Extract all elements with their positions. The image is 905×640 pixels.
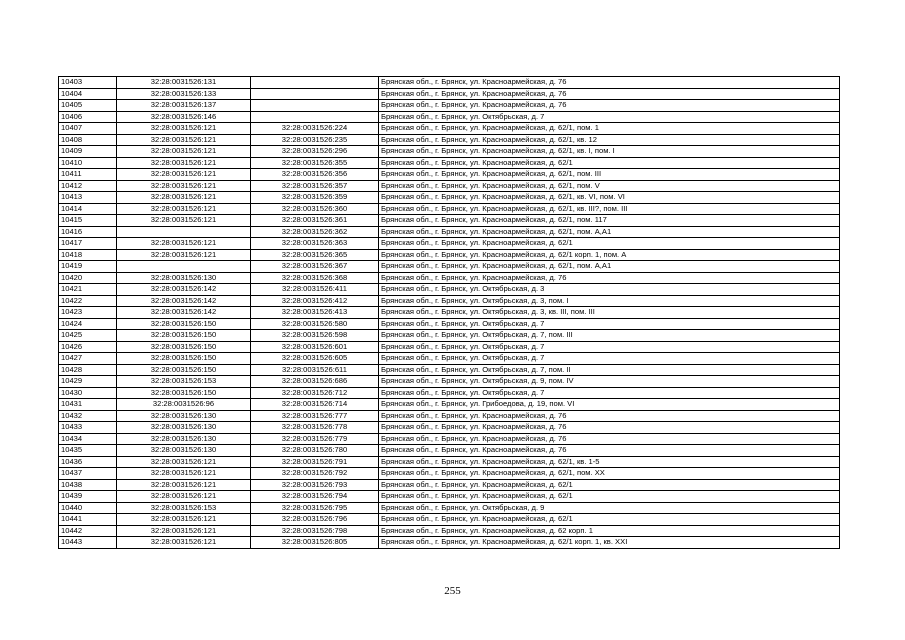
address-cell: Брянская обл., г. Брянск, ул. Красноармейская, д. 76 xyxy=(379,422,840,434)
parcel-cadastral-number-cell: 32:28:0031526:130 xyxy=(117,410,251,422)
address-cell: Брянская обл., г. Брянск, ул. Красноармейская, д. 62/1, пом. XX xyxy=(379,468,840,480)
address-cell: Брянская обл., г. Брянск, ул. Красноармейская, д. 62/1, кв. III?, пом. III xyxy=(379,203,840,215)
parcel-cadastral-number-cell xyxy=(117,261,251,273)
parcel-cadastral-number-cell: 32:28:0031526:121 xyxy=(117,180,251,192)
parcel-cadastral-number-cell: 32:28:0031526:96 xyxy=(117,399,251,411)
parcel-cadastral-number-cell: 32:28:0031526:142 xyxy=(117,307,251,319)
parcel-cadastral-number-cell: 32:28:0031526:150 xyxy=(117,353,251,365)
address-cell: Брянская обл., г. Брянск, ул. Красноармейская, д. 76 xyxy=(379,77,840,89)
row-number-cell: 10443 xyxy=(59,537,117,549)
table-row xyxy=(59,192,840,204)
parcel-cadastral-number-cell: 32:28:0031526:142 xyxy=(117,295,251,307)
row-number-cell: 10441 xyxy=(59,514,117,526)
address-cell: Брянская обл., г. Брянск, ул. Красноармейская, д. 62 корп. 1 xyxy=(379,525,840,537)
parcel-cadastral-number-cell: 32:28:0031526:121 xyxy=(117,514,251,526)
object-cadastral-number-cell: 32:28:0031526:360 xyxy=(251,203,379,215)
object-cadastral-number-cell: 32:28:0031526:796 xyxy=(251,514,379,526)
address-cell: Брянская обл., г. Брянск, ул. Красноармейская, д. 62/1 xyxy=(379,238,840,250)
table-row xyxy=(59,353,840,365)
object-cadastral-number-cell: 32:28:0031526:712 xyxy=(251,387,379,399)
object-cadastral-number-cell: 32:28:0031526:805 xyxy=(251,537,379,549)
address-cell: Брянская обл., г. Брянск, ул. Красноармейская, д. 62/1 корп. 1, кв. XXI xyxy=(379,537,840,549)
table-row xyxy=(59,295,840,307)
address-cell: Брянская обл., г. Брянск, ул. Красноармейская, д. 62/1, пом. III xyxy=(379,169,840,181)
table-row xyxy=(59,479,840,491)
page-number: 255 xyxy=(444,585,461,597)
object-cadastral-number-cell: 32:28:0031526:361 xyxy=(251,215,379,227)
table-row xyxy=(59,157,840,169)
address-cell: Брянская обл., г. Брянск, ул. Октябрьская, д. 7 xyxy=(379,353,840,365)
row-number-cell: 10436 xyxy=(59,456,117,468)
object-cadastral-number-cell: 32:28:0031526:686 xyxy=(251,376,379,388)
parcel-cadastral-number-cell: 32:28:0031526:142 xyxy=(117,284,251,296)
row-number-cell: 10431 xyxy=(59,399,117,411)
object-cadastral-number-cell: 32:28:0031526:224 xyxy=(251,123,379,135)
address-cell: Брянская обл., г. Брянск, ул. Грибоедова, д. 19, пом. VI xyxy=(379,399,840,411)
table-row xyxy=(59,387,840,399)
object-cadastral-number-cell: 32:28:0031526:714 xyxy=(251,399,379,411)
row-number-cell: 10429 xyxy=(59,376,117,388)
parcel-cadastral-number-cell: 32:28:0031526:131 xyxy=(117,77,251,89)
parcel-cadastral-number-cell: 32:28:0031526:150 xyxy=(117,341,251,353)
row-number-cell: 10408 xyxy=(59,134,117,146)
row-number-cell: 10415 xyxy=(59,215,117,227)
address-cell: Брянская обл., г. Брянск, ул. Октябрьская, д. 3 xyxy=(379,284,840,296)
object-cadastral-number-cell: 32:28:0031526:235 xyxy=(251,134,379,146)
table-row xyxy=(59,445,840,457)
parcel-cadastral-number-cell: 32:28:0031526:121 xyxy=(117,491,251,503)
object-cadastral-number-cell: 32:28:0031526:355 xyxy=(251,157,379,169)
table-row xyxy=(59,169,840,181)
parcel-cadastral-number-cell: 32:28:0031526:121 xyxy=(117,123,251,135)
address-cell: Брянская обл., г. Брянск, ул. Красноармейская, д. 76 xyxy=(379,410,840,422)
parcel-cadastral-number-cell: 32:28:0031526:121 xyxy=(117,215,251,227)
row-number-cell: 10422 xyxy=(59,295,117,307)
object-cadastral-number-cell: 32:28:0031526:368 xyxy=(251,272,379,284)
address-cell: Брянская обл., г. Брянск, ул. Октябрьская, д. 7 xyxy=(379,111,840,123)
row-number-cell: 10403 xyxy=(59,77,117,89)
address-cell: Брянская обл., г. Брянск, ул. Октябрьская, д. 3, кв. III, пом. III xyxy=(379,307,840,319)
row-number-cell: 10437 xyxy=(59,468,117,480)
parcel-cadastral-number-cell: 32:28:0031526:150 xyxy=(117,387,251,399)
parcel-cadastral-number-cell: 32:28:0031526:130 xyxy=(117,433,251,445)
parcel-cadastral-number-cell: 32:28:0031526:121 xyxy=(117,249,251,261)
row-number-cell: 10416 xyxy=(59,226,117,238)
table-row xyxy=(59,134,840,146)
table-row xyxy=(59,525,840,537)
object-cadastral-number-cell: 32:28:0031526:411 xyxy=(251,284,379,296)
row-number-cell: 10405 xyxy=(59,100,117,112)
parcel-cadastral-number-cell: 32:28:0031526:130 xyxy=(117,445,251,457)
table-row xyxy=(59,123,840,135)
row-number-cell: 10440 xyxy=(59,502,117,514)
parcel-cadastral-number-cell: 32:28:0031526:153 xyxy=(117,502,251,514)
table-row xyxy=(59,284,840,296)
object-cadastral-number-cell: 32:28:0031526:357 xyxy=(251,180,379,192)
object-cadastral-number-cell: 32:28:0031526:359 xyxy=(251,192,379,204)
table-row xyxy=(59,456,840,468)
table-row xyxy=(59,100,840,112)
parcel-cadastral-number-cell: 32:28:0031526:153 xyxy=(117,376,251,388)
table-row xyxy=(59,468,840,480)
row-number-cell: 10438 xyxy=(59,479,117,491)
address-cell: Брянская обл., г. Брянск, ул. Красноармейская, д. 62/1 xyxy=(379,479,840,491)
address-cell: Брянская обл., г. Брянск, ул. Октябрьская, д. 7 xyxy=(379,318,840,330)
address-cell: Брянская обл., г. Брянск, ул. Октябрьская, д. 7, пом. II xyxy=(379,364,840,376)
address-cell: Брянская обл., г. Брянск, ул. Красноармейская, д. 62/1, кв. 12 xyxy=(379,134,840,146)
row-number-cell: 10418 xyxy=(59,249,117,261)
address-cell: Брянская обл., г. Брянск, ул. Красноармейская, д. 76 xyxy=(379,272,840,284)
row-number-cell: 10430 xyxy=(59,387,117,399)
parcel-cadastral-number-cell: 32:28:0031526:121 xyxy=(117,192,251,204)
parcel-cadastral-number-cell: 32:28:0031526:121 xyxy=(117,134,251,146)
object-cadastral-number-cell: 32:28:0031526:793 xyxy=(251,479,379,491)
parcel-cadastral-number-cell: 32:28:0031526:137 xyxy=(117,100,251,112)
object-cadastral-number-cell: 32:28:0031526:605 xyxy=(251,353,379,365)
address-cell: Брянская обл., г. Брянск, ул. Красноармейская, д. 76 xyxy=(379,88,840,100)
row-number-cell: 10404 xyxy=(59,88,117,100)
table-row xyxy=(59,376,840,388)
address-cell: Брянская обл., г. Брянск, ул. Октябрьская, д. 9 xyxy=(379,502,840,514)
parcel-cadastral-number-cell: 32:28:0031526:133 xyxy=(117,88,251,100)
object-cadastral-number-cell: 32:28:0031526:356 xyxy=(251,169,379,181)
row-number-cell: 10428 xyxy=(59,364,117,376)
table-row xyxy=(59,88,840,100)
row-number-cell: 10425 xyxy=(59,330,117,342)
object-cadastral-number-cell: 32:28:0031526:412 xyxy=(251,295,379,307)
row-number-cell: 10409 xyxy=(59,146,117,158)
object-cadastral-number-cell xyxy=(251,77,379,89)
row-number-cell: 10432 xyxy=(59,410,117,422)
table-row xyxy=(59,330,840,342)
address-cell: Брянская обл., г. Брянск, ул. Красноармейская, д. 62/1 корп. 1, пом. А xyxy=(379,249,840,261)
parcel-cadastral-number-cell: 32:28:0031526:121 xyxy=(117,238,251,250)
table-row xyxy=(59,537,840,549)
parcel-cadastral-number-cell: 32:28:0031526:121 xyxy=(117,157,251,169)
table-row xyxy=(59,502,840,514)
table-row xyxy=(59,77,840,89)
row-number-cell: 10414 xyxy=(59,203,117,215)
address-cell: Брянская обл., г. Брянск, ул. Красноармейская, д. 62/1 xyxy=(379,491,840,503)
address-cell: Брянская обл., г. Брянск, ул. Красноармейская, д. 62/1, кв. 1-5 xyxy=(379,456,840,468)
table-row xyxy=(59,226,840,238)
object-cadastral-number-cell: 32:28:0031526:611 xyxy=(251,364,379,376)
row-number-cell: 10413 xyxy=(59,192,117,204)
address-cell: Брянская обл., г. Брянск, ул. Октябрьская, д. 7 xyxy=(379,341,840,353)
parcel-cadastral-number-cell: 32:28:0031526:130 xyxy=(117,272,251,284)
address-cell: Брянская обл., г. Брянск, ул. Красноармейская, д. 62/1 xyxy=(379,514,840,526)
address-cell: Брянская обл., г. Брянск, ул. Октябрьская, д. 9, пом. IV xyxy=(379,376,840,388)
address-cell: Брянская обл., г. Брянск, ул. Красноармейская, д. 62/1, пом. А,А1 xyxy=(379,261,840,273)
row-number-cell: 10434 xyxy=(59,433,117,445)
parcel-cadastral-number-cell: 32:28:0031526:121 xyxy=(117,456,251,468)
object-cadastral-number-cell: 32:28:0031526:791 xyxy=(251,456,379,468)
table-row xyxy=(59,261,840,273)
address-cell: Брянская обл., г. Брянск, ул. Октябрьская, д. 7 xyxy=(379,387,840,399)
parcel-cadastral-number-cell: 32:28:0031526:121 xyxy=(117,203,251,215)
object-cadastral-number-cell: 32:28:0031526:601 xyxy=(251,341,379,353)
row-number-cell: 10442 xyxy=(59,525,117,537)
row-number-cell: 10427 xyxy=(59,353,117,365)
row-number-cell: 10435 xyxy=(59,445,117,457)
address-cell: Брянская обл., г. Брянск, ул. Красноармейская, д. 76 xyxy=(379,445,840,457)
row-number-cell: 10421 xyxy=(59,284,117,296)
row-number-cell: 10423 xyxy=(59,307,117,319)
object-cadastral-number-cell: 32:28:0031526:794 xyxy=(251,491,379,503)
parcel-cadastral-number-cell: 32:28:0031526:130 xyxy=(117,422,251,434)
object-cadastral-number-cell: 32:28:0031526:779 xyxy=(251,433,379,445)
table-row xyxy=(59,433,840,445)
parcel-cadastral-number-cell: 32:28:0031526:121 xyxy=(117,537,251,549)
row-number-cell: 10420 xyxy=(59,272,117,284)
address-cell: Брянская обл., г. Брянск, ул. Красноармейская, д. 62/1 xyxy=(379,157,840,169)
parcel-cadastral-number-cell: 32:28:0031526:150 xyxy=(117,318,251,330)
row-number-cell: 10433 xyxy=(59,422,117,434)
address-cell: Брянская обл., г. Брянск, ул. Красноармейская, д. 76 xyxy=(379,100,840,112)
table-row xyxy=(59,111,840,123)
parcel-cadastral-number-cell: 32:28:0031526:121 xyxy=(117,468,251,480)
parcel-cadastral-number-cell: 32:28:0031526:121 xyxy=(117,525,251,537)
table-row xyxy=(59,341,840,353)
table-row xyxy=(59,318,840,330)
object-cadastral-number-cell: 32:28:0031526:365 xyxy=(251,249,379,261)
object-cadastral-number-cell xyxy=(251,111,379,123)
parcel-cadastral-number-cell: 32:28:0031526:150 xyxy=(117,330,251,342)
parcel-cadastral-number-cell: 32:28:0031526:121 xyxy=(117,169,251,181)
address-cell: Брянская обл., г. Брянск, ул. Красноармейская, д. 62/1, пом. А,А1 xyxy=(379,226,840,238)
table-body xyxy=(59,77,840,549)
table-row xyxy=(59,410,840,422)
address-cell: Брянская обл., г. Брянск, ул. Красноармейская, д. 76 xyxy=(379,433,840,445)
object-cadastral-number-cell: 32:28:0031526:798 xyxy=(251,525,379,537)
object-cadastral-number-cell: 32:28:0031526:367 xyxy=(251,261,379,273)
table-row xyxy=(59,215,840,227)
object-cadastral-number-cell: 32:28:0031526:413 xyxy=(251,307,379,319)
address-cell: Брянская обл., г. Брянск, ул. Красноармейская, д. 62/1, пом. 1 xyxy=(379,123,840,135)
object-cadastral-number-cell: 32:28:0031526:795 xyxy=(251,502,379,514)
parcel-cadastral-number-cell xyxy=(117,226,251,238)
object-cadastral-number-cell: 32:28:0031526:580 xyxy=(251,318,379,330)
cadastral-registry-table xyxy=(58,76,840,549)
row-number-cell: 10426 xyxy=(59,341,117,353)
object-cadastral-number-cell: 32:28:0031526:296 xyxy=(251,146,379,158)
parcel-cadastral-number-cell: 32:28:0031526:146 xyxy=(117,111,251,123)
table-row xyxy=(59,514,840,526)
table-row xyxy=(59,422,840,434)
row-number-cell: 10407 xyxy=(59,123,117,135)
table-row xyxy=(59,272,840,284)
table-row xyxy=(59,364,840,376)
row-number-cell: 10417 xyxy=(59,238,117,250)
object-cadastral-number-cell: 32:28:0031526:598 xyxy=(251,330,379,342)
row-number-cell: 10439 xyxy=(59,491,117,503)
parcel-cadastral-number-cell: 32:28:0031526:150 xyxy=(117,364,251,376)
table-row xyxy=(59,399,840,411)
table-row xyxy=(59,491,840,503)
table-row xyxy=(59,203,840,215)
object-cadastral-number-cell: 32:28:0031526:778 xyxy=(251,422,379,434)
address-cell: Брянская обл., г. Брянск, ул. Красноармейская, д. 62/1, пом. V xyxy=(379,180,840,192)
table-row xyxy=(59,307,840,319)
address-cell: Брянская обл., г. Брянск, ул. Октябрьская, д. 3, пом. I xyxy=(379,295,840,307)
row-number-cell: 10424 xyxy=(59,318,117,330)
object-cadastral-number-cell xyxy=(251,88,379,100)
address-cell: Брянская обл., г. Брянск, ул. Красноармейская, д. 62/1, кв. VI, пом. VI xyxy=(379,192,840,204)
table-row xyxy=(59,249,840,261)
row-number-cell: 10410 xyxy=(59,157,117,169)
parcel-cadastral-number-cell: 32:28:0031526:121 xyxy=(117,146,251,158)
table-row xyxy=(59,180,840,192)
object-cadastral-number-cell: 32:28:0031526:780 xyxy=(251,445,379,457)
object-cadastral-number-cell: 32:28:0031526:777 xyxy=(251,410,379,422)
row-number-cell: 10419 xyxy=(59,261,117,273)
row-number-cell: 10411 xyxy=(59,169,117,181)
table-row xyxy=(59,238,840,250)
parcel-cadastral-number-cell: 32:28:0031526:121 xyxy=(117,479,251,491)
table-row xyxy=(59,146,840,158)
object-cadastral-number-cell: 32:28:0031526:362 xyxy=(251,226,379,238)
object-cadastral-number-cell xyxy=(251,100,379,112)
address-cell: Брянская обл., г. Брянск, ул. Октябрьская, д. 7, пом. III xyxy=(379,330,840,342)
row-number-cell: 10412 xyxy=(59,180,117,192)
address-cell: Брянская обл., г. Брянск, ул. Красноармейская, д. 62/1, кв. I, пом. I xyxy=(379,146,840,158)
row-number-cell: 10406 xyxy=(59,111,117,123)
address-cell: Брянская обл., г. Брянск, ул. Красноармейская, д. 62/1, пом. 117 xyxy=(379,215,840,227)
object-cadastral-number-cell: 32:28:0031526:363 xyxy=(251,238,379,250)
object-cadastral-number-cell: 32:28:0031526:792 xyxy=(251,468,379,480)
